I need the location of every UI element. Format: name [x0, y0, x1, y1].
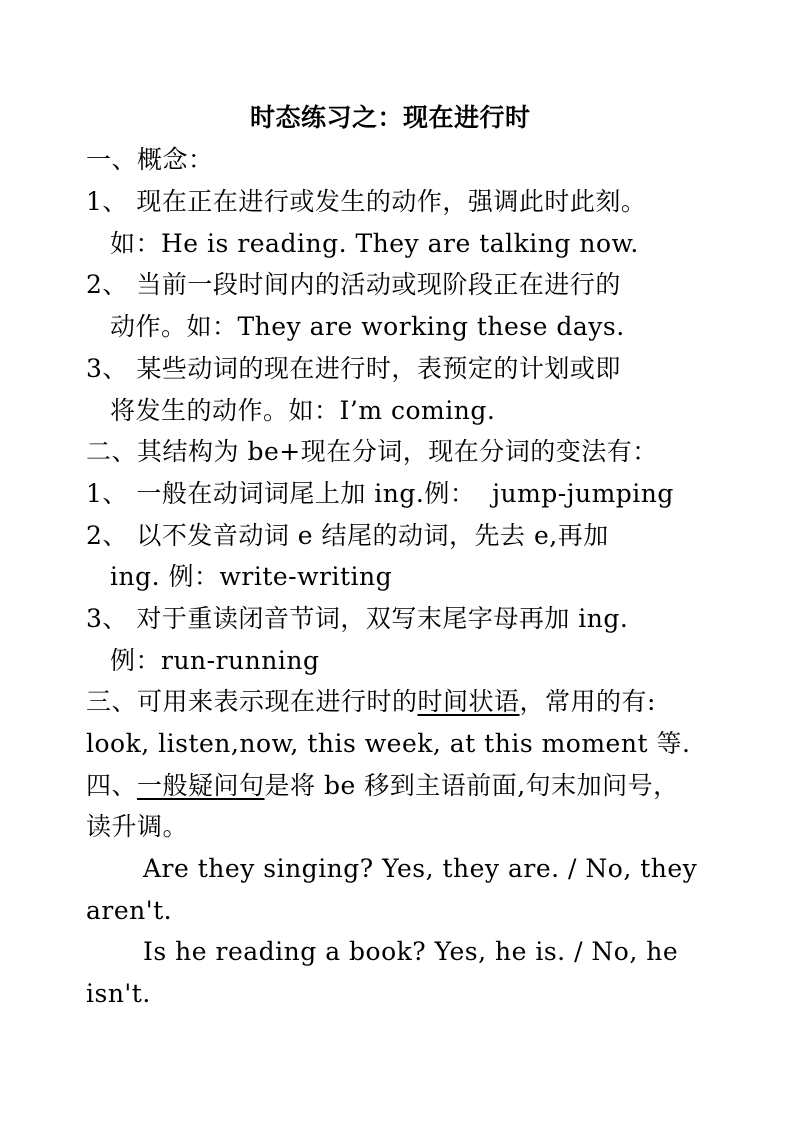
section3-suffix: ，常用的有: — [519, 687, 656, 716]
section1-item2-cont: 动作。如：They are working these days. — [110, 312, 625, 341]
section3-underlined-term: 时间状语 — [417, 687, 520, 716]
section3-prefix: 三、可用来表示现在进行时的 — [86, 687, 418, 716]
page-title: 时态练习之：现在进行时 — [250, 103, 531, 132]
section2-item3: 3、 对于重读闭音节词，双写末尾字母再加 ing. — [86, 604, 629, 633]
section4-example2: Is he reading a book? Yes, he is. / No, he — [143, 937, 679, 966]
section1-item1: 1、 现在正在进行或发生的动作，强调此时此刻。 — [86, 187, 647, 216]
section4-example1: Are they singing? Yes, they are. / No, they — [143, 854, 698, 883]
section2-item3-cont: 例：run-running — [110, 646, 320, 675]
section4-example2-cont: isn't. — [86, 979, 151, 1008]
section1-item1-example: 如：He is reading. They are talking now. — [110, 229, 639, 258]
section4-example1-cont: aren't. — [86, 896, 173, 925]
section1-heading: 一、概念： — [86, 145, 214, 174]
section2-heading: 二、其结构为 be+现在分词，现在分词的变法有： — [86, 437, 658, 466]
section2-item2-cont: ing. 例：write-writing — [110, 562, 393, 591]
section4-line1 — [86, 771, 679, 801]
section3-line2: look, listen,now, this week, at this moment 等. — [86, 729, 691, 758]
section2-item2: 2、 以不发音动词 e 结尾的动词，先去 e,再加 — [86, 521, 609, 550]
section1-item3: 3、 某些动词的现在进行时，表预定的计划或即 — [86, 354, 621, 383]
section4-prefix: 四、 — [86, 771, 138, 800]
section4-line2: 读升调。 — [86, 812, 189, 841]
section3-line1 — [86, 687, 656, 717]
section1-item2: 2、 当前一段时间内的活动或现阶段正在进行的 — [86, 270, 621, 299]
section1-item3-cont: 将发生的动作。如：I’m coming. — [110, 396, 496, 425]
section4-underlined-term: 一般疑问句 — [137, 771, 265, 800]
section4-suffix: 是将 be 移到主语前面,句末加问号， — [264, 771, 679, 800]
section2-item1: 1、 一般在动词词尾上加 ing.例： jump-jumping — [86, 479, 674, 508]
